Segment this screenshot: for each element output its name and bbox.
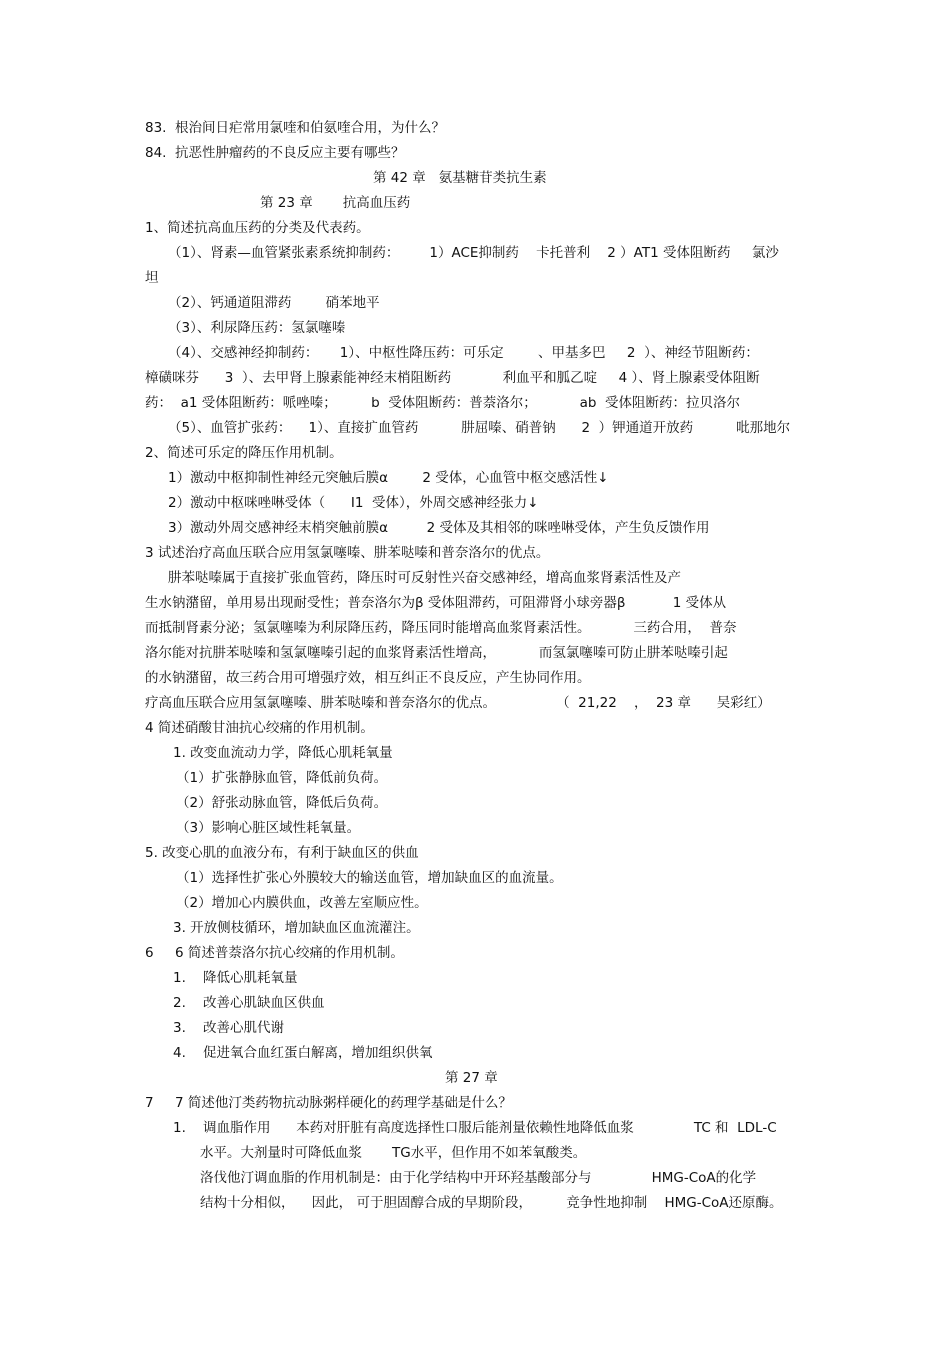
answer-1-item-4: （4）、交感神经抑制药： 1）、中枢性降压药：可乐定 、甲基多巴 2 ）、神经节阻断药： bbox=[168, 345, 759, 361]
chapter-27-heading: 第 27 章 bbox=[445, 1070, 498, 1086]
answer-6-item-2: 2. 改善心肌缺血区供血 bbox=[173, 995, 325, 1011]
answer-2-item-3: 3）激动外周交感神经末梢突触前膜α 2 受体及其相邻的咪唑啉受体，产生负反馈作用 bbox=[168, 520, 710, 536]
answer-4-point-2-sub-1: （1）选择性扩张心外膜较大的输送血管，增加缺血区的血流量。 bbox=[176, 870, 563, 886]
answer-1-item-1: （1）、肾素—血管紧张素系统抑制药： 1）ACE抑制药 卡托普利 2 ）AT1 受体阻断药 氯沙 bbox=[168, 245, 779, 261]
chapter-23-heading: 第 23 章 抗高血压药 bbox=[260, 195, 411, 211]
chapter-42-heading: 第 42 章 氨基糖苷类抗生素 bbox=[373, 170, 547, 186]
answer-4-point-1-sub-1: （1）扩张静脉血管，降低前负荷。 bbox=[176, 770, 388, 786]
question-1: 1、简述抗高血压药的分类及代表药。 bbox=[145, 220, 370, 236]
answer-1-item-5: （5）、血管扩张药： 1）、直接扩血管药 肼屈嗪、硝普钠 2 ）钾通道开放药 吡那地尔 bbox=[168, 420, 791, 436]
answer-2-item-1: 1）激动中枢抑制性神经元突触后膜α 2 受体，心血管中枢交感活性↓ bbox=[168, 470, 609, 486]
answer-1-item-1-cont: 坦 bbox=[145, 270, 159, 286]
answer-3-para-line-3: 而抵制肾素分泌；氢氯噻嗪为利尿降压药，降压同时能增高血浆肾素活性。 三药合用， 普奈 bbox=[145, 620, 737, 636]
question-7: 7 7 简述他汀类药物抗动脉粥样硬化的药理学基础是什么？ bbox=[145, 1095, 512, 1111]
answer-3-para-line-4: 洛尔能对抗肼苯哒嗪和氢氯噻嗪引起的血浆肾素活性增高， 而氢氯噻嗪可防止肼苯哒嗪引起 bbox=[145, 645, 728, 661]
answer-7-mechanism-line-2: 结构十分相似， 因此， 可于胆固醇合成的早期阶段， 竞争性地抑制 HMG-CoA还原酶。 bbox=[200, 1195, 783, 1211]
question-2: 2、简述可乐定的降压作用机制。 bbox=[145, 445, 343, 461]
answer-2-item-2: 2）激动中枢咪唑啉受体（ I1 受体），外周交感神经张力↓ bbox=[168, 495, 539, 511]
answer-3-attribution: 疗高血压联合应用氢氯噻嗪、肼苯哒嗪和普奈洛尔的优点。 （ 21,22 ， 23 章 吴彩红） bbox=[145, 695, 771, 711]
answer-6-item-1: 1. 降低心肌耗氧量 bbox=[173, 970, 298, 986]
answer-4-point-3: 3. 开放侧枝循环，增加缺血区血流灌注。 bbox=[173, 920, 420, 936]
question-6: 6 6 简述普萘洛尔抗心绞痛的作用机制。 bbox=[145, 945, 404, 961]
answer-4-point-1: 1. 改变血流动力学，降低心肌耗氧量 bbox=[173, 745, 393, 761]
question-83: 83. 根治间日疟常用氯喹和伯氨喹合用，为什么？ bbox=[145, 120, 446, 136]
answer-7-item-1-cont: 水平。大剂量时可降低血浆 TG水平，但作用不如苯氧酸类。 bbox=[200, 1145, 587, 1161]
answer-4-point-1-sub-3: （3）影响心脏区域性耗氧量。 bbox=[176, 820, 361, 836]
question-84: 84. 抗恶性肿瘤药的不良反应主要有哪些？ bbox=[145, 145, 405, 161]
answer-7-mechanism-line-1: 洛伐他汀调血脂的作用机制是：由于化学结构中开环羟基酸部分与 HMG-CoA的化学 bbox=[200, 1170, 757, 1186]
answer-3-para-line-1: 肼苯哒嗪属于直接扩张血管药，降压时可反射性兴奋交感神经，增高血浆肾素活性及产 bbox=[168, 570, 681, 586]
answer-6-item-4: 4. 促进氧合血红蛋白解离，增加组织供氧 bbox=[173, 1045, 433, 1061]
answer-4-point-2: 5. 改变心肌的血液分布，有利于缺血区的供血 bbox=[145, 845, 419, 861]
answer-3-para-line-5: 的水钠潴留，故三药合用可增强疗效，相互纠正不良反应，产生协同作用。 bbox=[145, 670, 591, 686]
answer-7-item-1: 1. 调血脂作用 本药对肝脏有高度选择性口服后能剂量依赖性地降低血浆 TC 和 LDL-C bbox=[173, 1120, 777, 1136]
answer-4-point-1-sub-2: （2）舒张动脉血管，降低后负荷。 bbox=[176, 795, 388, 811]
answer-1-item-3: （3）、利尿降压药：氢氯噻嗪 bbox=[168, 320, 346, 336]
answer-4-point-2-sub-2: （2）增加心内膜供血，改善左室顺应性。 bbox=[176, 895, 428, 911]
question-3: 3 试述治疗高血压联合应用氢氯噻嗪、肼苯哒嗪和普奈洛尔的优点。 bbox=[145, 545, 550, 561]
answer-1-item-4-cont-2: 药： a1 受体阻断药：哌唑嗪； b 受体阻断药：普萘洛尔； ab 受体阻断药：拉贝洛尔 bbox=[145, 395, 741, 411]
answer-1-item-4-cont-1: 樟磺咪芬 3 ）、去甲肾上腺素能神经末梢阻断药 利血平和胍乙啶 4 ）、肾上腺素受体阻断 bbox=[145, 370, 760, 386]
answer-1-item-2: （2）、钙通道阻滞药 硝苯地平 bbox=[168, 295, 380, 311]
answer-6-item-3: 3. 改善心肌代谢 bbox=[173, 1020, 285, 1036]
answer-3-para-line-2: 生水钠潴留，单用易出现耐受性；普奈洛尔为β 受体阻滞药，可阻滞肾小球旁器β 1 受体从 bbox=[145, 595, 727, 611]
question-4: 4 简述硝酸甘油抗心绞痛的作用机制。 bbox=[145, 720, 374, 736]
